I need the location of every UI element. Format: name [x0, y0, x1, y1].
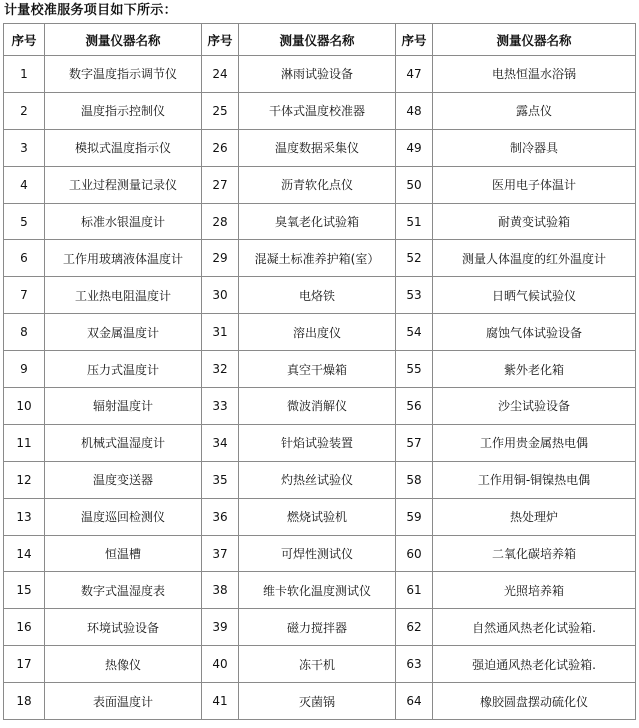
instrument-name: 温度变送器	[45, 461, 202, 498]
item-number: 3	[4, 129, 45, 166]
item-number: 6	[4, 240, 45, 277]
instrument-name: 机械式温湿度计	[45, 424, 202, 461]
instrument-name: 沥青软化点仪	[239, 166, 396, 203]
table-row	[4, 314, 636, 351]
instrument-name: 热像仪	[45, 646, 202, 683]
header-instrument-name: 测量仪器名称	[239, 24, 396, 56]
item-number: 61	[396, 572, 433, 609]
item-number: 35	[202, 461, 239, 498]
table-row	[4, 683, 636, 720]
item-number: 16	[4, 609, 45, 646]
item-number: 57	[396, 424, 433, 461]
header-instrument-name: 测量仪器名称	[433, 24, 636, 56]
item-number: 34	[202, 424, 239, 461]
header-row	[4, 24, 636, 56]
instrument-name: 表面温度计	[45, 683, 202, 720]
item-number: 4	[4, 166, 45, 203]
item-number: 1	[4, 56, 45, 93]
item-number: 15	[4, 572, 45, 609]
instrument-name: 耐黄变试验箱	[433, 203, 636, 240]
instrument-name: 燃烧试验机	[239, 498, 396, 535]
table-row	[4, 277, 636, 314]
table-row	[4, 609, 636, 646]
calibration-services-table	[3, 23, 636, 720]
instrument-name: 数字式温湿度表	[45, 572, 202, 609]
item-number: 62	[396, 609, 433, 646]
item-number: 51	[396, 203, 433, 240]
item-number: 5	[4, 203, 45, 240]
instrument-name: 自然通风热老化试验箱.	[433, 609, 636, 646]
instrument-name: 微波消解仪	[239, 388, 396, 425]
instrument-name: 热处理炉	[433, 498, 636, 535]
item-number: 47	[396, 56, 433, 93]
instrument-name: 紫外老化箱	[433, 351, 636, 388]
item-number: 7	[4, 277, 45, 314]
item-number: 53	[396, 277, 433, 314]
instrument-name: 工作用玻璃液体温度计	[45, 240, 202, 277]
instrument-name: 可焊性测试仪	[239, 535, 396, 572]
page-title: 计量校准服务项目如下所示：	[4, 3, 177, 18]
item-number: 41	[202, 683, 239, 720]
item-number: 39	[202, 609, 239, 646]
item-number: 38	[202, 572, 239, 609]
instrument-name: 制冷器具	[433, 129, 636, 166]
instrument-name: 沙尘试验设备	[433, 388, 636, 425]
item-number: 27	[202, 166, 239, 203]
table-row	[4, 498, 636, 535]
instrument-name: 磁力搅拌器	[239, 609, 396, 646]
header-index: 序号	[202, 24, 239, 56]
table-row	[4, 572, 636, 609]
item-number: 17	[4, 646, 45, 683]
item-number: 37	[202, 535, 239, 572]
table-row	[4, 461, 636, 498]
table-row	[4, 92, 636, 129]
instrument-name: 医用电子体温计	[433, 166, 636, 203]
item-number: 49	[396, 129, 433, 166]
instrument-name: 环境试验设备	[45, 609, 202, 646]
table-row	[4, 535, 636, 572]
instrument-name: 电烙铁	[239, 277, 396, 314]
item-number: 32	[202, 351, 239, 388]
item-number: 52	[396, 240, 433, 277]
instrument-name: 二氧化碳培养箱	[433, 535, 636, 572]
instrument-name: 干体式温度校准器	[239, 92, 396, 129]
instrument-name: 强迫通风热老化试验箱.	[433, 646, 636, 683]
item-number: 64	[396, 683, 433, 720]
table-row	[4, 424, 636, 461]
table-row	[4, 56, 636, 93]
item-number: 9	[4, 351, 45, 388]
table-row	[4, 166, 636, 203]
item-number: 55	[396, 351, 433, 388]
item-number: 11	[4, 424, 45, 461]
instrument-name: 真空干燥箱	[239, 351, 396, 388]
table-row	[4, 129, 636, 166]
instrument-name: 维卡软化温度测试仪	[239, 572, 396, 609]
item-number: 48	[396, 92, 433, 129]
instrument-name: 工作用铜-铜镍热电偶	[433, 461, 636, 498]
item-number: 58	[396, 461, 433, 498]
instrument-name: 臭氧老化试验箱	[239, 203, 396, 240]
table-row	[4, 646, 636, 683]
instrument-name: 辐射温度计	[45, 388, 202, 425]
item-number: 18	[4, 683, 45, 720]
item-number: 59	[396, 498, 433, 535]
instrument-name: 淋雨试验设备	[239, 56, 396, 93]
instrument-name: 冻干机	[239, 646, 396, 683]
instrument-name: 温度巡回检测仪	[45, 498, 202, 535]
item-number: 31	[202, 314, 239, 351]
item-number: 54	[396, 314, 433, 351]
header-index: 序号	[396, 24, 433, 56]
instrument-name: 恒温槽	[45, 535, 202, 572]
item-number: 63	[396, 646, 433, 683]
item-number: 10	[4, 388, 45, 425]
item-number: 12	[4, 461, 45, 498]
instrument-name: 标准水银温度计	[45, 203, 202, 240]
instrument-name: 光照培养箱	[433, 572, 636, 609]
instrument-name: 数字温度指示调节仪	[45, 56, 202, 93]
item-number: 13	[4, 498, 45, 535]
table-row	[4, 388, 636, 425]
instrument-name: 腐蚀气体试验设备	[433, 314, 636, 351]
instrument-name: 双金属温度计	[45, 314, 202, 351]
instrument-name: 温度数据采集仪	[239, 129, 396, 166]
instrument-name: 针焰试验装置	[239, 424, 396, 461]
table-row	[4, 351, 636, 388]
instrument-name: 溶出度仪	[239, 314, 396, 351]
instrument-name: 温度指示控制仪	[45, 92, 202, 129]
instrument-name: 测量人体温度的红外温度计	[433, 240, 636, 277]
header-index: 序号	[4, 24, 45, 56]
item-number: 2	[4, 92, 45, 129]
item-number: 28	[202, 203, 239, 240]
table-row	[4, 203, 636, 240]
item-number: 56	[396, 388, 433, 425]
instrument-name: 橡胶圆盘摆动硫化仪	[433, 683, 636, 720]
item-number: 24	[202, 56, 239, 93]
item-number: 40	[202, 646, 239, 683]
instrument-name: 工业热电阻温度计	[45, 277, 202, 314]
item-number: 60	[396, 535, 433, 572]
instrument-name: 日晒气候试验仪	[433, 277, 636, 314]
item-number: 33	[202, 388, 239, 425]
item-number: 29	[202, 240, 239, 277]
item-number: 36	[202, 498, 239, 535]
instrument-name: 灭菌锅	[239, 683, 396, 720]
table-row	[4, 240, 636, 277]
item-number: 50	[396, 166, 433, 203]
item-number: 30	[202, 277, 239, 314]
instrument-name: 压力式温度计	[45, 351, 202, 388]
instrument-name: 电热恒温水浴锅	[433, 56, 636, 93]
instrument-name: 工业过程测量记录仪	[45, 166, 202, 203]
item-number: 25	[202, 92, 239, 129]
item-number: 26	[202, 129, 239, 166]
instrument-name: 灼热丝试验仪	[239, 461, 396, 498]
instrument-name: 模拟式温度指示仪	[45, 129, 202, 166]
instrument-name: 露点仪	[433, 92, 636, 129]
header-instrument-name: 测量仪器名称	[45, 24, 202, 56]
item-number: 14	[4, 535, 45, 572]
instrument-name: 混凝土标准养护箱(室）	[239, 240, 396, 277]
instrument-name: 工作用贵金属热电偶	[433, 424, 636, 461]
item-number: 8	[4, 314, 45, 351]
